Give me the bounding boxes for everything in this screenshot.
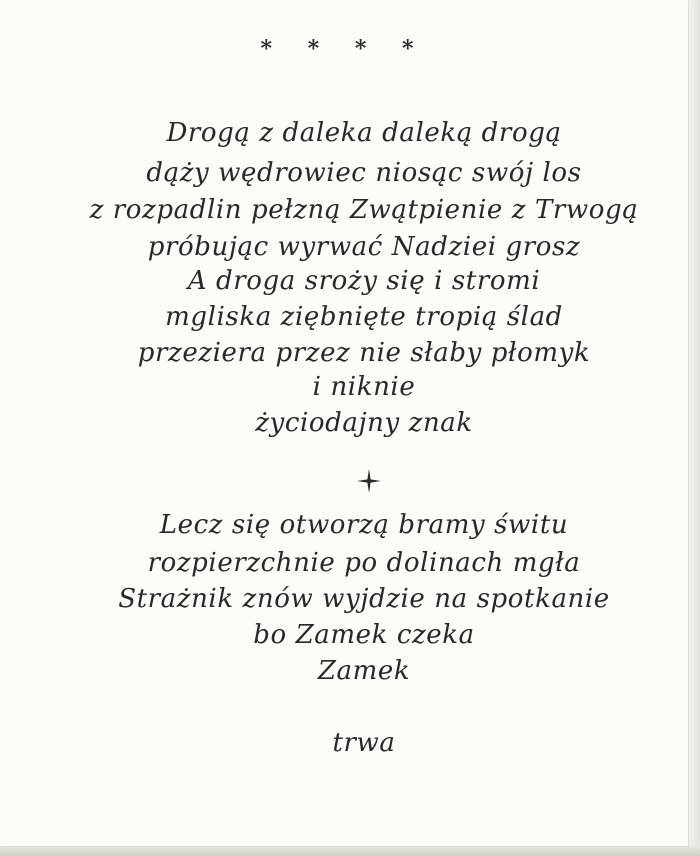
stanza1-line: życiodajny znak <box>255 408 473 438</box>
page-bottom-edge <box>0 846 700 856</box>
stanza1-line: Drogą z daleka daleką drogą <box>166 118 562 148</box>
stanza1-line: próbując wyrwać Nadziei grosz <box>147 232 581 262</box>
four-point-star-icon <box>356 468 382 494</box>
stanza2-line: Zamek <box>317 656 411 686</box>
stanza1-line: i niknie <box>312 372 416 402</box>
stanza2-line: Lecz się otworzą bramy świtu <box>159 510 569 540</box>
stanza1-line: mgliska ziębnięte tropią ślad <box>165 302 563 332</box>
top-ornament: * * * * <box>260 36 428 62</box>
stanza1-line: przeziera przez nie słaby płomyk <box>137 338 591 368</box>
stanza2-line: rozpierzchnie po dolinach mgła <box>147 548 581 578</box>
closing-word: trwa <box>332 728 396 758</box>
stanza2-line: bo Zamek czeka <box>253 620 475 650</box>
stanza2-line: Strażnik znów wyjdzie na spotkanie <box>118 584 610 614</box>
stanza1-line: A droga sroży się i stromi <box>187 266 541 296</box>
stanza1-line: dąży wędrowiec niosąc swój los <box>146 158 582 188</box>
stanza1-line: z rozpadlin pełzną Zwątpienie z Trwogą <box>89 195 639 225</box>
